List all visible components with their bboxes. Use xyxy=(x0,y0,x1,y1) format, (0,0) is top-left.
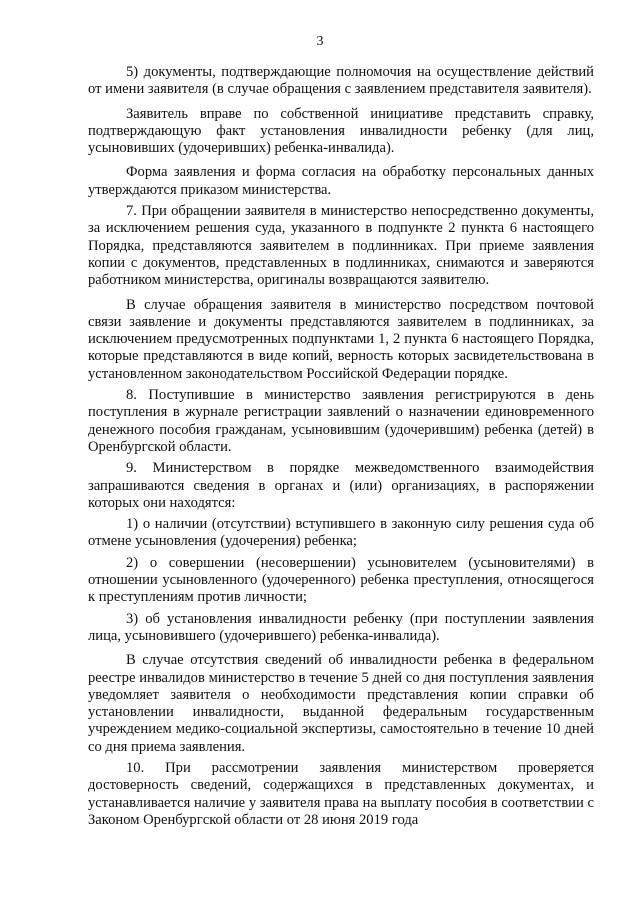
paragraph-section-9: 9. Министерством в порядке межведомственного взаимодействия запрашиваются сведения в органах и (или) организациях, в распоряжении которых они находятся: xyxy=(88,460,594,511)
paragraph-disability-registry: В случае отсутствия сведений об инвалидности ребенка в федеральном реестре инвалидов министерство в течение 5 дней со дня поступления заявления уведомляет заявителя о необходимости представления копии справки об установлении инвалидности, выданной федеральным государственным учреждением медико-социальной экспертизы, самостоятельно в течение 10 дней со дня приема заявления. xyxy=(88,652,594,755)
paragraph-subitem-2: 2) о совершении (несовершении) усыновителем (усыновителями) в отношении усыновленного (удочеренного) ребенка преступления, относящегося к преступлениям против личности; xyxy=(88,554,594,606)
paragraph-subitem-3: 3) об установления инвалидности ребенку (при поступлении заявления лица, усыновившего (удочерившего) ребенка-инвалида). xyxy=(88,610,594,644)
paragraph-application-form: Форма заявления и форма согласия на обработку персональных данных утверждаются приказом министерства. xyxy=(88,164,594,198)
paragraph-postal-submission: В случае обращения заявителя в министерство посредством почтовой связи заявление и документы представляются заявителем в подлинниках, за исключением предусмотренных подпунктами 1, 2 пункта 6 настоящего Порядка, которые представляются в виде копий, верность которых засвидетельствована в установленном законодательством Российской Федерации порядке. xyxy=(88,296,594,382)
page-number: 3 xyxy=(316,34,324,49)
paragraph-section-7: 7. При обращении заявителя в министерство непосредственно документы, за исключением решения суда, указанного в подпункте 2 пункта 6 настоящего Порядка, представляются заявителем в подлинниках. При приеме заявления копии с документов, представленных в подлинниках, снимаются и заверяются работником министерства, оригиналы возвращаются заявителю. xyxy=(88,203,594,289)
paragraph-subitem-1: 1) о наличии (отсутствии) вступившего в законную силу решения суда об отмене усыновления (удочерения) ребенка; xyxy=(88,516,594,550)
paragraph-disability-certificate: Заявитель вправе по собственной инициативе представить справку, подтверждающую факт установления инвалидности ребенку (для лиц, усыновивших (удочеривших) ребенка-инвалида). xyxy=(88,105,594,157)
paragraph-section-8: 8. Поступившие в министерство заявления регистрируются в день поступления в журнале регистрации заявлений о назначении единовременного денежного пособия гражданам, усыновившим (удочерившим) ребенка (детей) в Оренбургской области. xyxy=(88,387,594,455)
paragraph-item-5-documents: 5) документы, подтверждающие полномочия на осуществление действий от имени заявителя (в случае обращения с заявлением представителя заявителя). xyxy=(88,64,594,98)
paragraph-section-10: 10. При рассмотрении заявления министерством проверяется достоверность сведений, содержащихся в представленных документах, и устанавливается наличие у заявителя права на выплату пособия в соответствии с Законом Оренбургской области от 28 июня 2019 года xyxy=(88,759,594,828)
document-body xyxy=(88,64,594,829)
